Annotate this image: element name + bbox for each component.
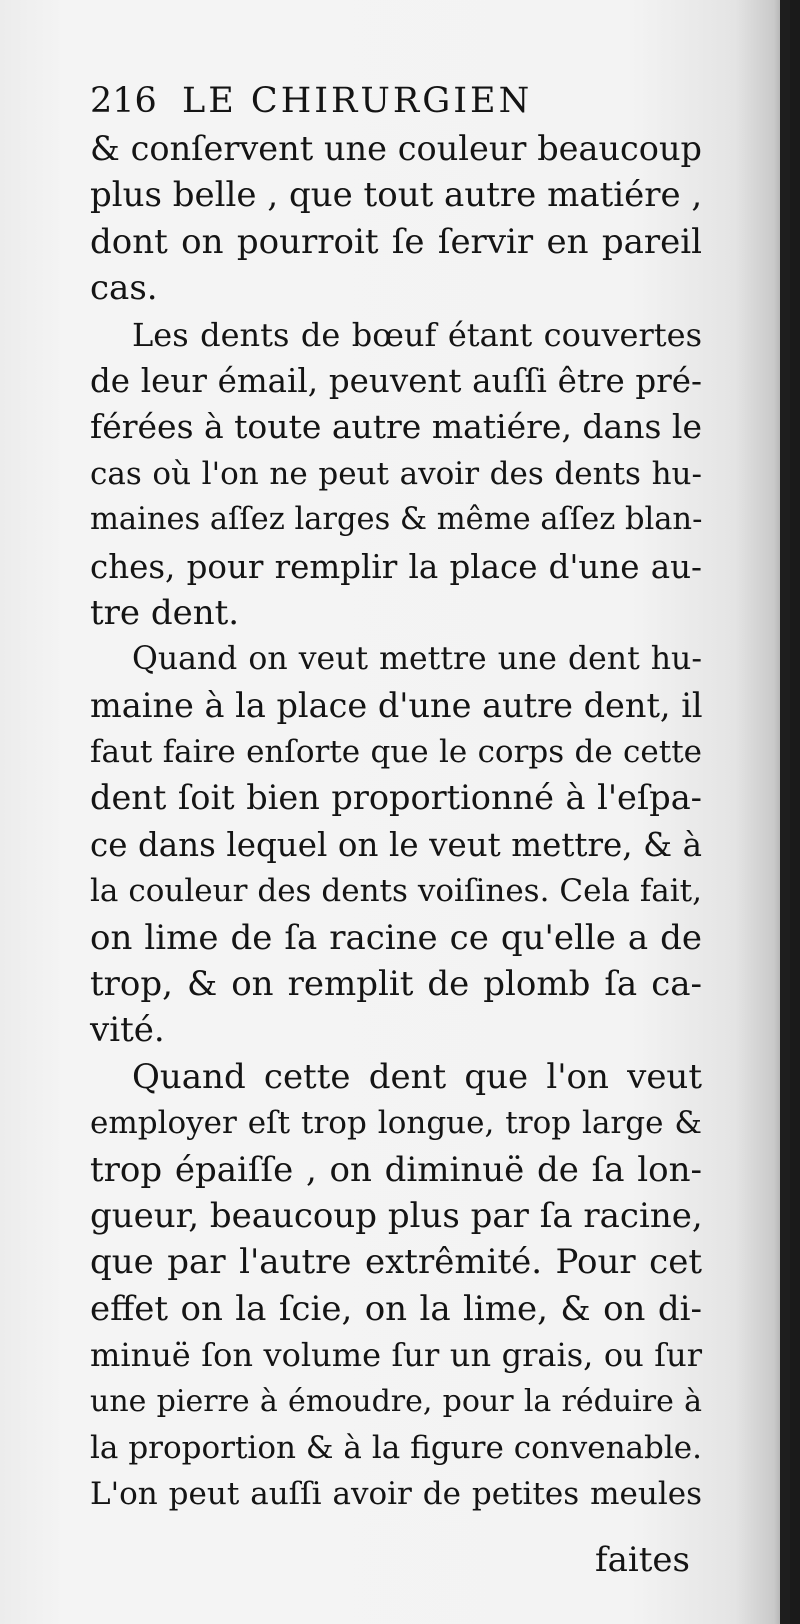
text-line: minuë ſon volume ſur un grais, ou ſur [90, 1336, 702, 1375]
text-line: dont on pourroit ſe ſervir en pareil [90, 221, 702, 262]
text-line: employer eſt trop longue, trop large & [90, 1105, 702, 1142]
running-header [90, 76, 700, 126]
text-line: ce dans lequel on le veut mettre, & à [90, 825, 702, 864]
text-line: on lime de ſa racine ce qu'elle a de [90, 917, 702, 958]
page-number: 216 [90, 81, 157, 121]
book-gutter [780, 0, 790, 1624]
text-line: maine à la place d'une autre dent, il [90, 685, 703, 725]
text-line: dent ſoit bien proportionné à l'eſpa- [90, 778, 702, 818]
text-line: tre dent. [90, 592, 240, 633]
text-line: Quand cette dent que l'on veut [132, 1056, 702, 1097]
text-line: & conſervent une couleur beaucoup [90, 129, 702, 168]
text-line: cas où l'on ne peut avoir des dents hu- [90, 455, 702, 492]
text-line: gueur, beaucoup plus par ſa racine, [90, 1195, 703, 1236]
text-line: la couleur des dents voiſines. Cela fait, [90, 873, 702, 910]
catchword: faites [595, 1540, 690, 1580]
text-line: que par l'autre extrêmité. Pour cet [90, 1242, 702, 1283]
text-line: effet on la ſcie, on la lime, & on di- [90, 1288, 702, 1329]
text-line: ches, pour remplir la place d'une au- [90, 547, 702, 586]
text-line: une pierre à émoudre, pour la réduire à [90, 1383, 702, 1419]
text-line: trop épaiſſe , on diminuë de ſa lon- [90, 1149, 702, 1190]
text-line: férées à toute autre matiére, dans le [90, 407, 702, 447]
text-line: Quand on veut mettre une dent hu- [132, 641, 702, 678]
text-line: cas. [90, 268, 158, 309]
text-line: L'on peut auſſi avoir de petites meules [90, 1476, 702, 1513]
text-line: Les dents de bœuf étant couvertes [132, 315, 702, 354]
text-line: trop, & on remplit de plomb ſa ca- [90, 964, 702, 1005]
text-line: vité. [90, 1010, 165, 1051]
body-text [90, 126, 702, 1518]
running-title: LE CHIRURGIEN [182, 81, 533, 121]
text-line: de leur émail, peuvent auſſi être pré- [90, 361, 702, 400]
text-line: plus belle , que tout autre matiére , [90, 175, 703, 216]
text-line: faut faire enſorte que le corps de cette [90, 734, 702, 771]
text-line: la proportion & à la figure convenable. [90, 1429, 702, 1466]
text-line: maines aſſez larges & même aſſez blan- [90, 502, 703, 538]
